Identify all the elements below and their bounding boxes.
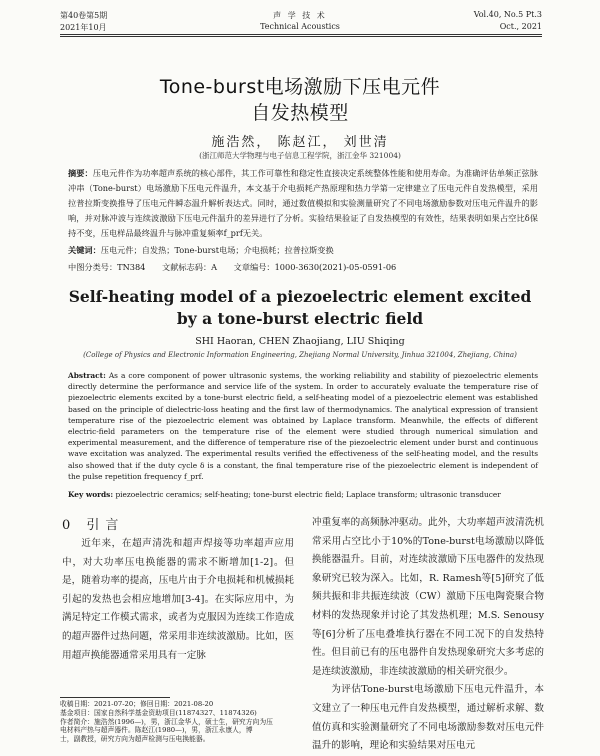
affiliation-cn: (浙江师范大学物理与电子信息工程学院，浙江金华 321004) <box>199 151 401 160</box>
header-date-cn: 2021年10月 <box>60 23 107 32</box>
title-cn-line2: 自发热模型 <box>251 102 349 124</box>
abstract-cn-text: 压电元件作为功率超声系统的核心部件，其工作可靠性和稳定性直接决定系统整体性能和使用寿命。为准确评估单频正弦脉冲串（Tone-burst）电场激励下压电元件温升，本文基于介电损耗产热原理和热力学第一定律建立了压电元件自发热模型，采用拉普拉斯变换推导了压电元件瞬态温升解析表达式。同时，通过数值模拟和实验测量研究了不同电场激励参数对压电元件温升的影响，并对脉冲波与连续波激励下压电元件温升的差异进行了分析。实验结果验证了自发热模型的有效性，结果表明如果占空比δ保持不变，压电样品最终温升与脉冲重复频率f_prf无关。 <box>68 168 538 238</box>
section-title: 引言 <box>86 518 125 533</box>
footnote-rule <box>60 697 170 698</box>
title-en: Self-heating model of a piezoelectric element excited by a tone-burst electric field <box>68 287 532 328</box>
body-paragraph: 冲重复率的高频脉冲驱动。此外，大功率超声波清洗机常采用占空比小于10%的Tone-burst电场激励以降低换能器温升。目前，对连续波激励下压电器件的发热现象研究已较为深入。比如，R. Ramesh等[5]研究了低频共振和非共振连续波（CW）激励下压电陶瓷聚合物材料的发热现象并讨论了其发热机理；M.S. Senousy等[6]分析了压电叠堆执行器在不同工况下的自发热特性。但目前已有的压电器件自发热现象研究大多考虑的是连续波激励，非连续波激励的相关研究很少。 <box>312 517 544 677</box>
body-right-column <box>312 514 544 752</box>
footnote <box>60 700 292 744</box>
keywords-en-text: piezoelectric ceramics; self-heating; tone-burst electric field; Laplace transform; ultrasonic transducer <box>115 490 501 499</box>
header-rule-double <box>60 36 542 37</box>
abstract-en-label: Abstract: <box>68 371 106 380</box>
keywords-cn-label: 关键词： <box>68 245 101 255</box>
article-number: 文章编号：1000-3630(2021)-05-0591-06 <box>233 262 397 272</box>
body-paragraph: 为评估Tone-burst电场激励下压电元件温升，本文建立了一种压电元件自发热模型，通过解析求解、数值仿真和实验测量研究了不同电场激励参数对压电元件温升的影响，理论和实验结果对压电元 <box>312 684 544 752</box>
classification-row <box>68 262 410 273</box>
header-journal-en: Technical Acoustics <box>260 22 340 31</box>
keywords-en-label: Key words: <box>68 490 114 499</box>
keywords-en <box>68 490 538 499</box>
footnote-author: 作者简介：施浩然(1996—)，男，浙江金华人，硕士生，研究方向为压 <box>60 717 273 726</box>
keywords-cn <box>68 245 538 256</box>
body-paragraph: 近年来，在超声清洗和超声焊接等功率超声应用中，对大功率压电换能器的需求不断增加[1-2]。但是，随着功率的提高，压电片由于介电损耗和机械损耗引起的发热也会相应地增加[3-4]。在实际应用中，为满足特定工作模式需求，或者为克服因为连续工作造成的超声器件过热问题，常采用非连续波激励。比如，医用超声换能器通常采用具有一定脉 <box>62 538 294 661</box>
section-number: 0 <box>62 518 77 533</box>
title-cn-line1: Tone-burst电场激励下压电元件 <box>159 76 441 98</box>
footnote-author: 电材料产热与超声器件。陈赵江(1980—)，男，浙江永康人，博 <box>60 726 253 735</box>
section-heading <box>62 514 124 533</box>
abstract-en <box>68 370 538 482</box>
clc-number: 中图分类号：TN384 <box>68 262 146 272</box>
abstract-en-text: As a core component of power ultrasonic systems, the working reliability and stability of piezoelectric elements directly determine the performance and service life of the system. In order to accurately evaluate the temperature rise of piezoelectric elements excited by a tone-burst electric field, a self-heating model of a piezoelectric element was established based on the principle of dielectric-loss heating and the first law of thermodynamics. The analytical expression of transient temperature rise of the piezoelectric element was obtained by Laplace transform. Meanwhile, the effects of different electric-field parameters on the temperature rise of the element were studied through numerical simulation and experimental measurement, and the difference of temperature rise of the piezoelectric element under burst and continuous wave excitation was analyzed. The experimental results verified the effectiveness of the self-heating model, and the results also showed that if the duty cycle δ is a constant, the final temperature rise of the piezoelectric element is independent of the pulse repetition frequency f_prf. <box>68 371 538 481</box>
header-date-en: Oct., 2021 <box>499 22 542 31</box>
header-journal-cn: 声 学 技 术 <box>273 11 327 20</box>
footnote-fund: 基金项目：国家自然科学基金资助项目(11874327、11874326) <box>60 708 257 717</box>
body-left-column <box>62 535 294 695</box>
keywords-cn-text: 压电元件；自发热；Tone-burst电场；介电损耗；拉普拉斯变换 <box>100 245 334 255</box>
abstract-cn-label: 摘要： <box>68 168 93 178</box>
authors-en: SHI Haoran, CHEN Zhaojiang, LIU Shiqing <box>195 336 405 347</box>
affiliation-en: (College of Physics and Electronic Information Engineering, Zhejiang Normal University, Jinhua 321004, Zhejiang, China) <box>83 351 517 359</box>
header-volume-cn: 第40卷第5期 <box>60 11 108 20</box>
footnote-received: 收稿日期：2021-07-20；修回日期：2021-08-20 <box>60 700 214 708</box>
authors-cn: 施浩然， 陈赵江， 刘世清 <box>211 135 389 150</box>
abstract-cn <box>68 166 538 241</box>
header-rule <box>60 34 542 35</box>
header-volume-en: Vol.40, No.5 Pt.3 <box>473 10 542 19</box>
footnote-author: 士，副教授，研究方向为超声检测与压电换能器。 <box>60 735 210 744</box>
document-code: 文献标志码：A <box>162 262 218 272</box>
